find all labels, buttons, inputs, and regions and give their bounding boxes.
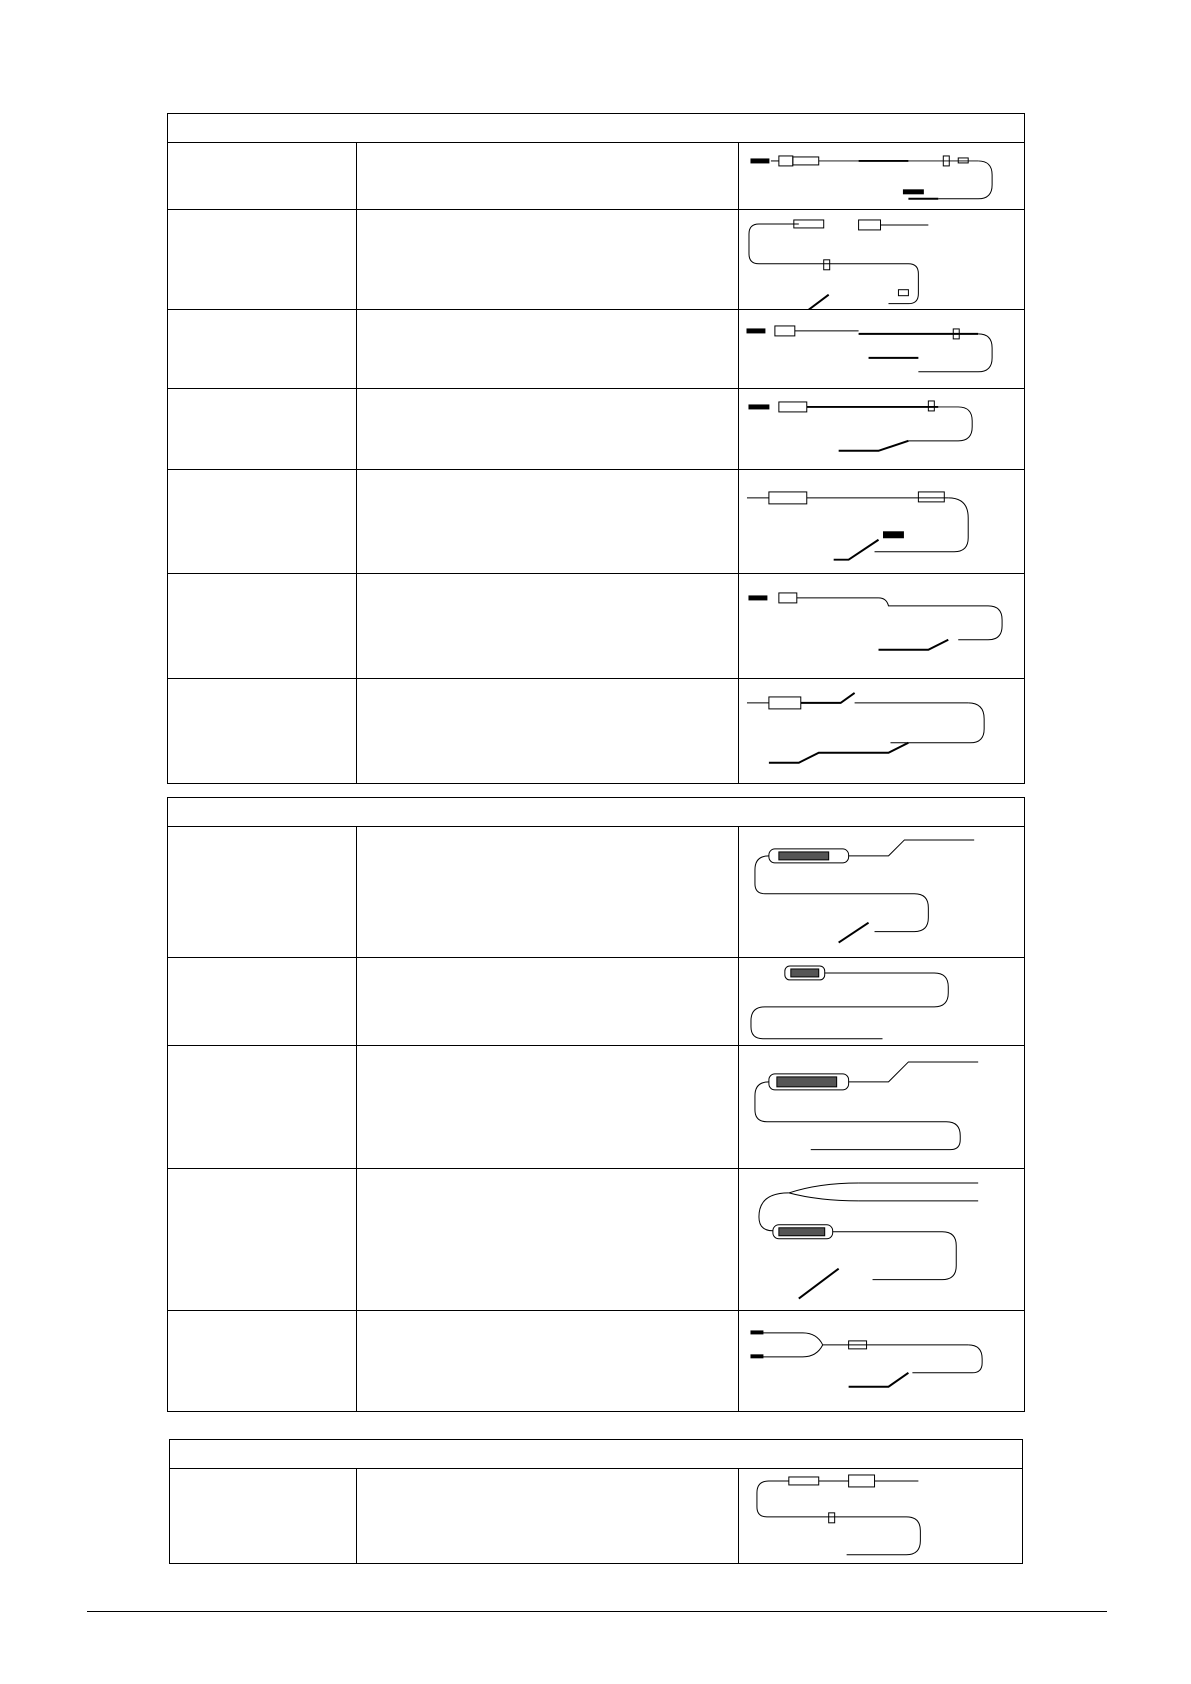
product-description bbox=[357, 1469, 739, 1564]
product-code bbox=[170, 1469, 357, 1564]
product-description bbox=[357, 1046, 739, 1169]
infusion-set-drawing bbox=[739, 1046, 1025, 1169]
infusion-set-drawing bbox=[739, 209, 1025, 310]
product-code bbox=[168, 1311, 357, 1412]
product-description bbox=[357, 310, 739, 389]
product-table-2 bbox=[167, 797, 1025, 1412]
infusion-set-drawing bbox=[739, 310, 1025, 389]
product-code bbox=[168, 1168, 357, 1311]
product-code bbox=[168, 957, 357, 1046]
infusion-set-drawing bbox=[739, 389, 1025, 470]
infusion-set-drawing bbox=[739, 679, 1025, 784]
product-description bbox=[357, 957, 739, 1046]
infusion-set-drawing bbox=[739, 827, 1025, 958]
product-code bbox=[168, 827, 357, 958]
infusion-set-drawing bbox=[739, 469, 1025, 574]
infusion-set-drawing bbox=[739, 574, 1025, 679]
product-code bbox=[168, 310, 357, 389]
product-description bbox=[357, 469, 739, 574]
product-description bbox=[357, 574, 739, 679]
footer-rule bbox=[87, 1611, 1107, 1612]
table-header bbox=[168, 114, 1025, 143]
infusion-set-drawing bbox=[739, 1311, 1025, 1412]
infusion-set-drawing bbox=[739, 957, 1025, 1046]
product-description bbox=[357, 827, 739, 958]
product-description bbox=[357, 389, 739, 470]
product-code bbox=[168, 143, 357, 210]
table-header bbox=[170, 1440, 1023, 1469]
infusion-set-drawing bbox=[739, 1469, 1023, 1564]
table-header bbox=[168, 798, 1025, 827]
infusion-set-drawing bbox=[739, 143, 1025, 210]
product-table-1 bbox=[167, 113, 1025, 784]
product-code bbox=[168, 679, 357, 784]
product-code bbox=[168, 574, 357, 679]
product-code bbox=[168, 1046, 357, 1169]
product-description bbox=[357, 143, 739, 210]
infusion-set-drawing bbox=[739, 1168, 1025, 1311]
product-table-3 bbox=[169, 1439, 1023, 1564]
product-code bbox=[168, 389, 357, 470]
product-description bbox=[357, 1168, 739, 1311]
product-description bbox=[357, 1311, 739, 1412]
product-code bbox=[168, 209, 357, 310]
product-code bbox=[168, 469, 357, 574]
product-description bbox=[357, 679, 739, 784]
product-description bbox=[357, 209, 739, 310]
